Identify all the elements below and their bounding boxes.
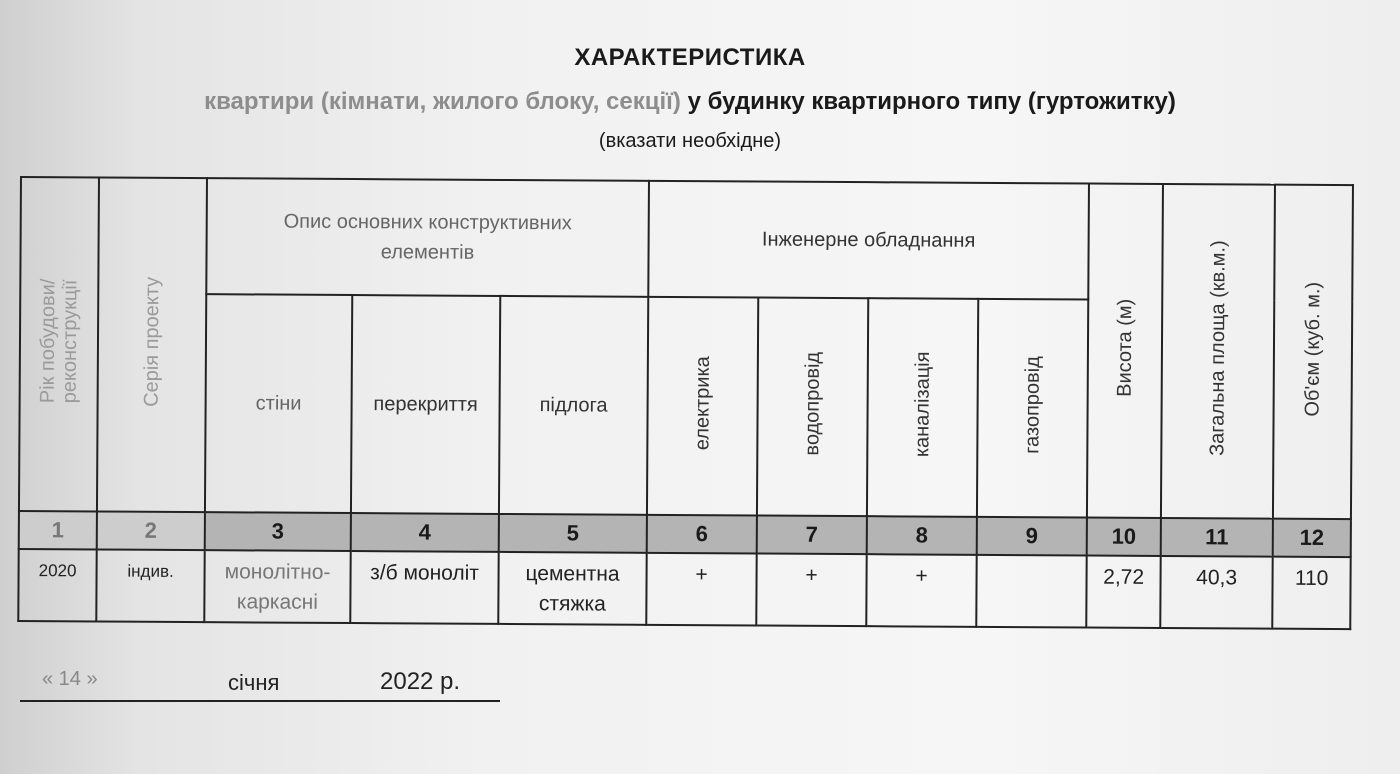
footer-month: січня [228, 670, 280, 695]
cell-height: 2,72 [1086, 556, 1160, 628]
column-number: 5 [499, 514, 647, 553]
header-height [1087, 184, 1163, 518]
subtitle-faded-part: квартири (кімнати, жилого блоку, секції) [204, 88, 681, 115]
footer-year: 2022 р. [380, 668, 461, 695]
column-number: 9 [977, 517, 1087, 556]
subheader-sewer-label: каналізація [910, 351, 934, 458]
header-volume-label: Об'єм (куб. м.) [1301, 281, 1324, 417]
header-volume [1273, 185, 1353, 519]
column-number: 2 [97, 511, 205, 550]
header-area [1161, 184, 1275, 519]
cell-water: + [756, 554, 866, 627]
header-series-label: Серія проекту [140, 276, 163, 407]
column-number: 3 [205, 512, 351, 551]
table-row [18, 549, 1350, 629]
subheader-gas-label: газопровід [1020, 356, 1044, 455]
header-engineering-label: Інженерне обладнання [761, 228, 976, 252]
header-area-label: Загальна площа (кв.м.) [1205, 240, 1230, 457]
cell-year: 2020 [18, 549, 96, 621]
cell-sewer: + [866, 554, 976, 627]
subheader-electric [647, 297, 758, 516]
column-number: 10 [1087, 518, 1161, 556]
column-number: 8 [867, 516, 977, 555]
cell-volume: 110 [1272, 557, 1350, 629]
header-year-label: Рік побудови/ реконструкції [36, 278, 82, 404]
subtitle-main-part: у будинку квартирного типу (гуртожитку) [680, 88, 1176, 115]
subheader-floors-ceiling-label: перекриття [373, 392, 478, 416]
subheader-gas [977, 299, 1088, 518]
header-series [97, 177, 207, 512]
cell-floors-ceiling: з/б моноліт [350, 551, 498, 624]
column-number: 1 [19, 511, 97, 549]
cell-gas [976, 555, 1086, 628]
document-subtitle [100, 88, 1280, 116]
header-height-label: Висота (м) [1113, 298, 1136, 397]
column-number: 6 [647, 515, 757, 554]
cell-series: індив. [96, 549, 204, 622]
header-engineering-group [648, 181, 1089, 300]
subheader-water-label: водопровід [800, 351, 824, 456]
footer-underline [20, 700, 500, 702]
cell-electric: + [646, 553, 756, 626]
document-title: ХАРАКТЕРИСТИКА [574, 44, 806, 71]
header-construction-label: Опис основних конструктивних елементів [283, 210, 572, 264]
subheader-electric-label: електрика [690, 356, 714, 451]
cell-area: 40,3 [1160, 556, 1272, 629]
cell-floor: цементна стяжка [498, 552, 646, 625]
footer-day: « 14 » [42, 668, 98, 690]
subheader-floor-label: підлога [539, 393, 608, 417]
instruction-note: (вказати необхідне) [598, 130, 782, 152]
cell-walls: монолітно-каркасні [204, 550, 350, 623]
column-number: 7 [757, 516, 867, 555]
header-construction-group [206, 178, 649, 297]
column-number: 4 [351, 513, 499, 552]
column-number: 12 [1273, 519, 1351, 557]
subheader-sewer [867, 298, 978, 517]
subheader-floor [499, 296, 648, 515]
subheader-floors-ceiling [351, 295, 500, 514]
characteristics-table [17, 176, 1354, 630]
header-year [19, 177, 99, 511]
subheader-walls-label: стіни [255, 391, 302, 415]
subheader-walls [205, 294, 352, 513]
subheader-water [757, 298, 868, 517]
column-number: 11 [1161, 518, 1273, 557]
